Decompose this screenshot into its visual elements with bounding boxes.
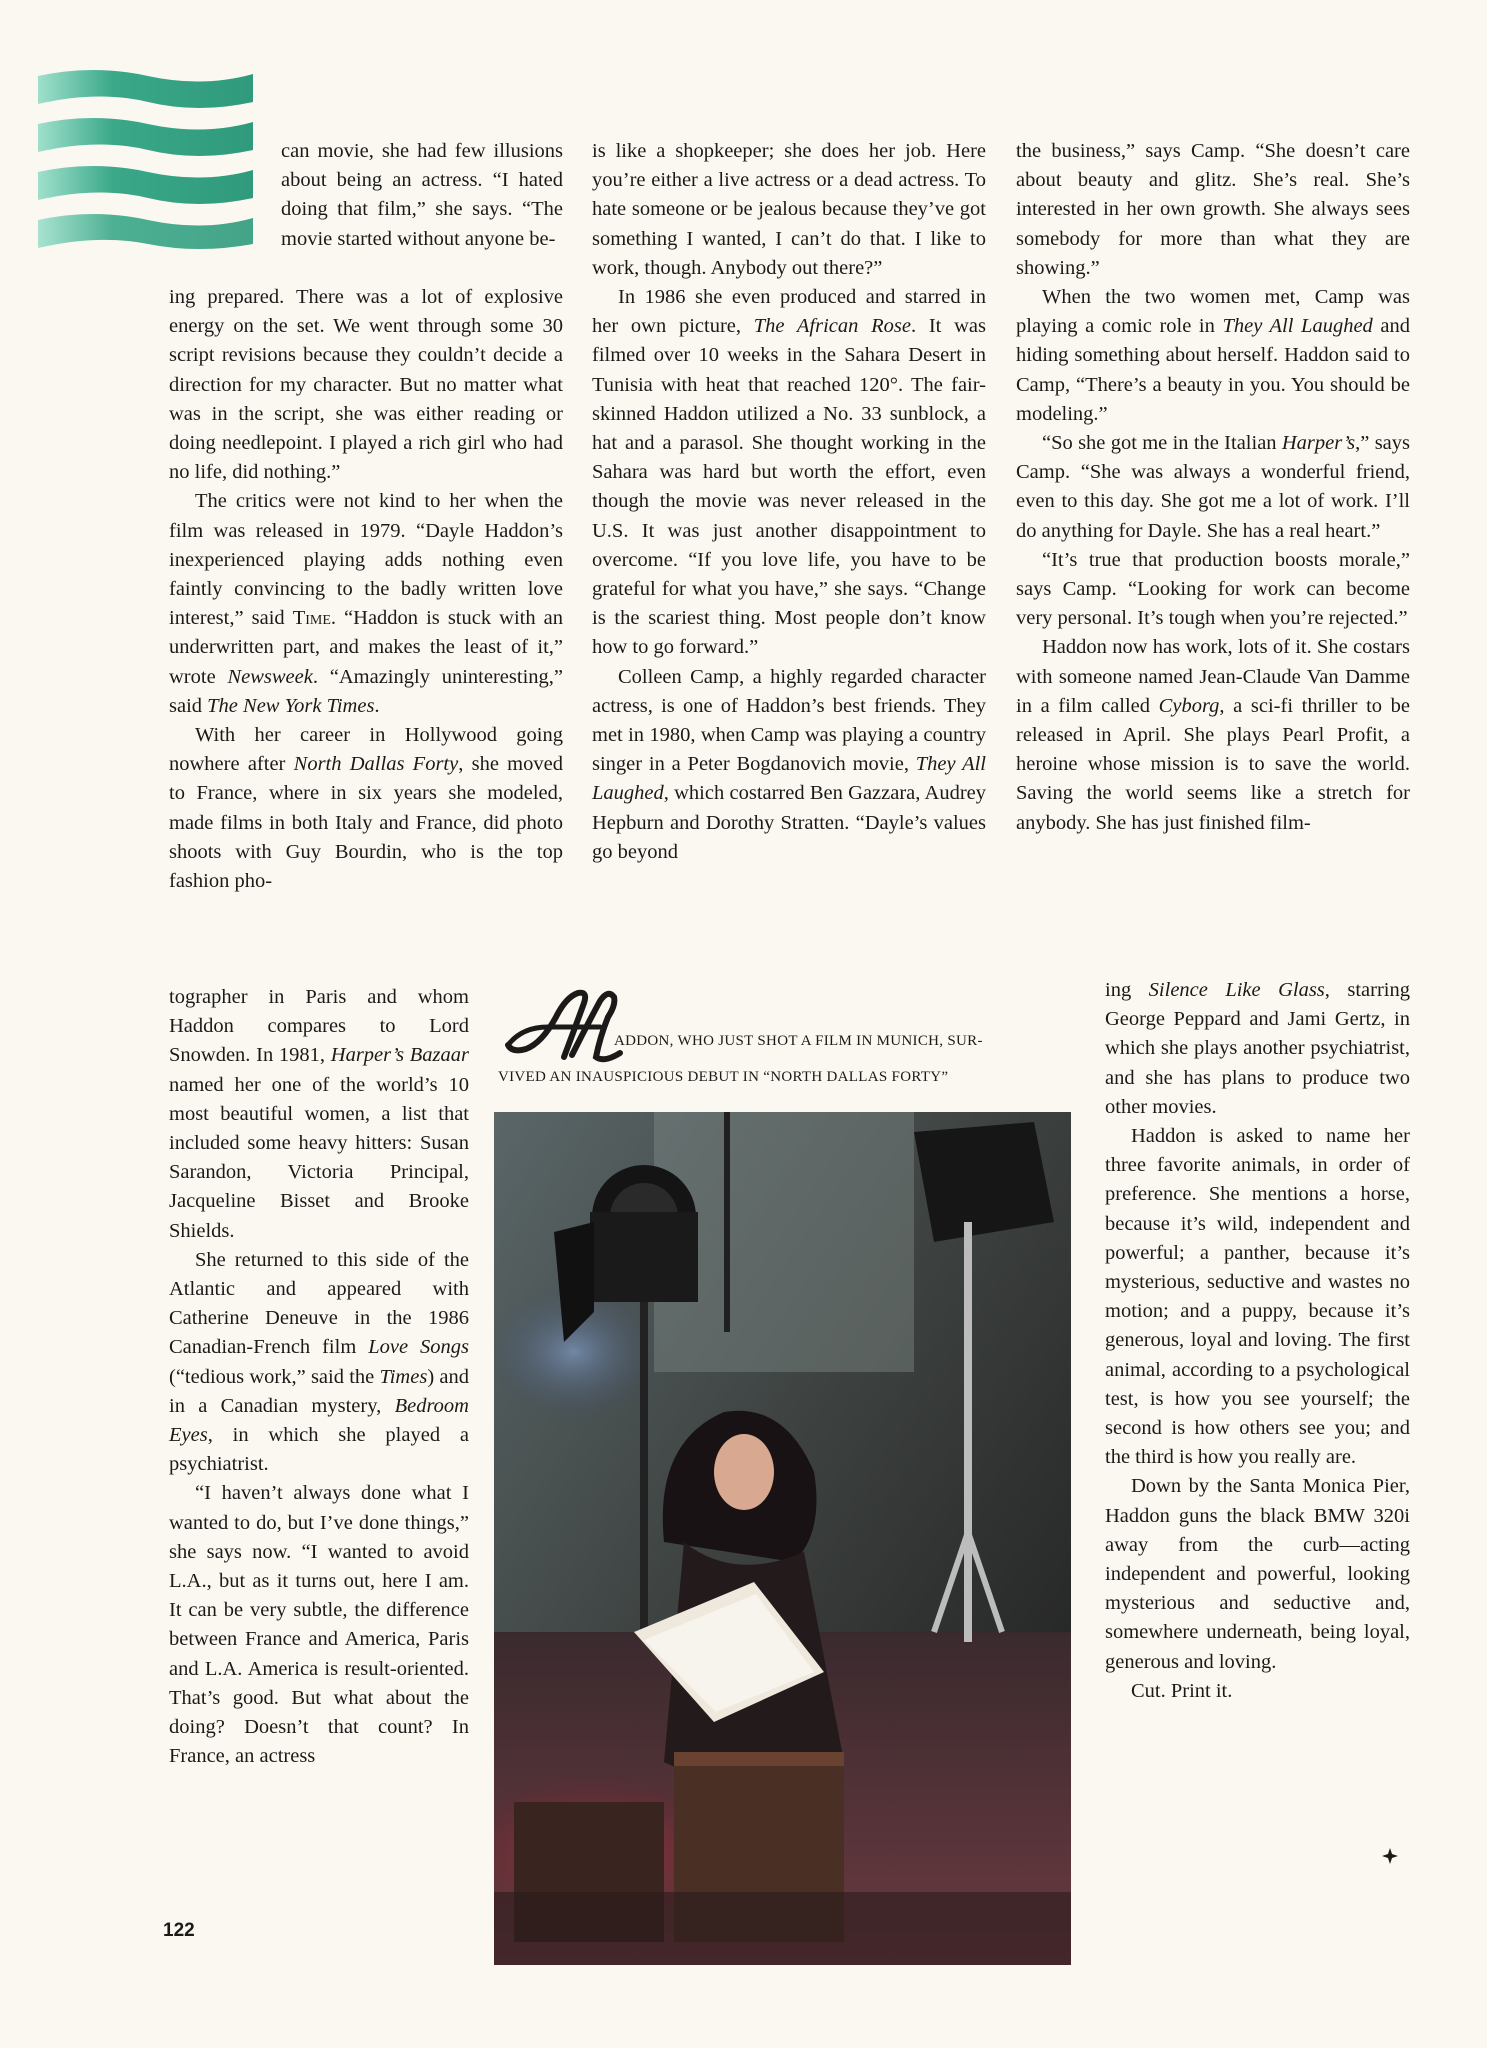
- col3-paragraph-3: “So she got me in the Italian Harper’s,” says Camp. “She was always a wonderful friend, even to this day. She got me a lot of work. I’ll do anything for Dayle. She has a real heart.”: [1016, 432, 1410, 542]
- col1-paragraph-1a: can movie, she had few illusions about being an actress. “I hated doing that film,” she says. “The movie started without anyone be-: [281, 140, 563, 250]
- photo-caption: [496, 985, 1074, 1095]
- column-2: [592, 137, 986, 867]
- col1-paragraph-3b: tographer in Paris and whom Haddon compares to Lord Snowden. In 1981, Harper’s Bazaar named her one of the world’s 10 most beautiful women, a list that included some heavy hitters: Susan Sarandon, Victoria Principal, Jacqueline Bisset and Brooke Shields.: [169, 986, 469, 1242]
- col3-paragraph-2: When the two women met, Camp was playing a comic role in They All Laughed and hiding something about herself. Haddon said to Camp, “There’s a beauty in you. You should be modeling.”: [1016, 286, 1410, 425]
- column-1: [281, 137, 563, 254]
- caption-initial-letter: [504, 987, 624, 1065]
- column-1-narrow: [169, 983, 469, 1771]
- column-1-body: [169, 283, 563, 896]
- col1-paragraph-3a: With her career in Hollywood going nowhere after North Dallas Forty, she moved to France, where in six years she modeled, made films in both Italy and France, did photo shoots with Guy Bourdin, who is the top fashion pho-: [169, 724, 563, 893]
- col3-paragraph-5a: Haddon now has work, lots of it. She costars with someone named Jean-Claude Van Damme in a film called Cyborg, a sci-fi thriller to be released in April. She plays Pearl Profit, a heroine whose mission is to save the world. Saving the world seems like a stretch for anybody. She has just finished film-: [1016, 636, 1410, 834]
- col3-paragraph-8: Cut. Print it.: [1131, 1679, 1233, 1702]
- col2-paragraph-1: is like a shopkeeper; she does her job. Here you’re either a live actress or a dead actress. To hate someone or be jealous because they’ve got something I wanted, I can’t do that. I like to work, though. Anybody out there?”: [592, 140, 986, 279]
- caption-line-2: VIVED AN INAUSPICIOUS DEBUT IN “NORTH DALLAS FORTY”: [498, 1069, 949, 1085]
- col1-paragraph-4: She returned to this side of the Atlantic and appeared with Catherine Deneuve in the 1986 Canadian-French film Love Songs (“tedious work,” said the Times) and in a Canadian mystery, Bedroom Eyes, in which she played a psychiatrist.: [169, 1248, 469, 1476]
- column-3-narrow: [1105, 976, 1410, 1706]
- col1-paragraph-1b: ing prepared. There was a lot of explosive energy on the set. We went through some 30 script revisions because they couldn’t decide a direction for my character. But no matter what was in the script, she was either reading or doing needlepoint. I played a rich girl who had no life, did nothing.”: [169, 286, 563, 484]
- column-3: [1016, 137, 1410, 838]
- col3-paragraph-6: Haddon is asked to name her three favorite animals, in order of preference. She mentions a horse, because it’s wild, independent and powerful; a panther, because it’s mysterious, seductive and wastes no motion; and a puppy, because it’s generous, loyal and loving. The first animal, according to a psychological test, is how you see yourself; the second is how others see you; and the third is how you really are.: [1105, 1125, 1410, 1469]
- col3-paragraph-4: “It’s true that production boosts morale,” says Camp. “Looking for work can become very personal. It’s tough when you’re rejected.”: [1016, 548, 1410, 630]
- col1-paragraph-2: The critics were not kind to her when the film was released in 1979. “Dayle Haddon’s inexperienced playing adds nothing even faintly convincing to the badly written love interest,” said Time. “Haddon is stuck with an underwritten part, and makes the least of it,” wrote Newsweek. “Amazingly uninteresting,” said The New York Times.: [169, 490, 563, 717]
- caption-line-1: ADDON, WHO JUST SHOT A FILM IN MUNICH, SUR-: [614, 1033, 983, 1049]
- col2-paragraph-3: Colleen Camp, a highly regarded character actress, is one of Haddon’s best friends. They met in 1980, when Camp was playing a country singer in a Peter Bogdanovich movie, They All Laughed, which costarred Ben Gazzara, Audrey Hepburn and Dorothy Stratten. “Dayle’s values go beyond: [592, 665, 986, 863]
- col3-paragraph-5b: ing Silence Like Glass, starring George Peppard and Jami Gertz, in which she plays another psychiatrist, and she has plans to produce two other movies.: [1105, 979, 1411, 1118]
- end-mark-icon: [1382, 1848, 1398, 1864]
- page-number: 122: [163, 1920, 195, 1941]
- col3-paragraph-7: Down by the Santa Monica Pier, Haddon guns the black BMW 320i away from the curb—acting independent and powerful, looking mysterious and seductive and, somewhere underneath, being loyal, generous and loving.: [1105, 1475, 1410, 1673]
- col2-paragraph-2: In 1986 she even produced and starred in her own picture, The African Rose. It was filmed over 10 weeks in the Sahara Desert in Tunisia with heat that reached 120°. The fair-skinned Haddon utilized a No. 33 sunblock, a hat and a parasol. She thought working in the Sahara was hard but worth the effort, even though the movie was never released in the U.S. It was just another disappointment to overcome. “If you love life, you have to be grateful for what you have,” she says. “Change is the scariest thing. Most people don’t know how to go forward.”: [592, 286, 987, 659]
- col1-paragraph-5: “I haven’t always done what I wanted to do, but I’ve done things,” she says now. “I wanted to avoid L.A., but as it turns out, here I am. It can be very subtle, the difference between France and America, Paris and L.A. America is result-oriented. That’s good. But what about the doing? Doesn’t that count? In France, an actress: [169, 1482, 469, 1768]
- col3-paragraph-1: the business,” says Camp. “She doesn’t care about beauty and glitz. She’s real. She’s interested in her own growth. She always sees somebody for more than what they are showing.”: [1016, 140, 1410, 279]
- green-wave-graphic: [38, 62, 253, 252]
- film-set-photo: [494, 1112, 1071, 1965]
